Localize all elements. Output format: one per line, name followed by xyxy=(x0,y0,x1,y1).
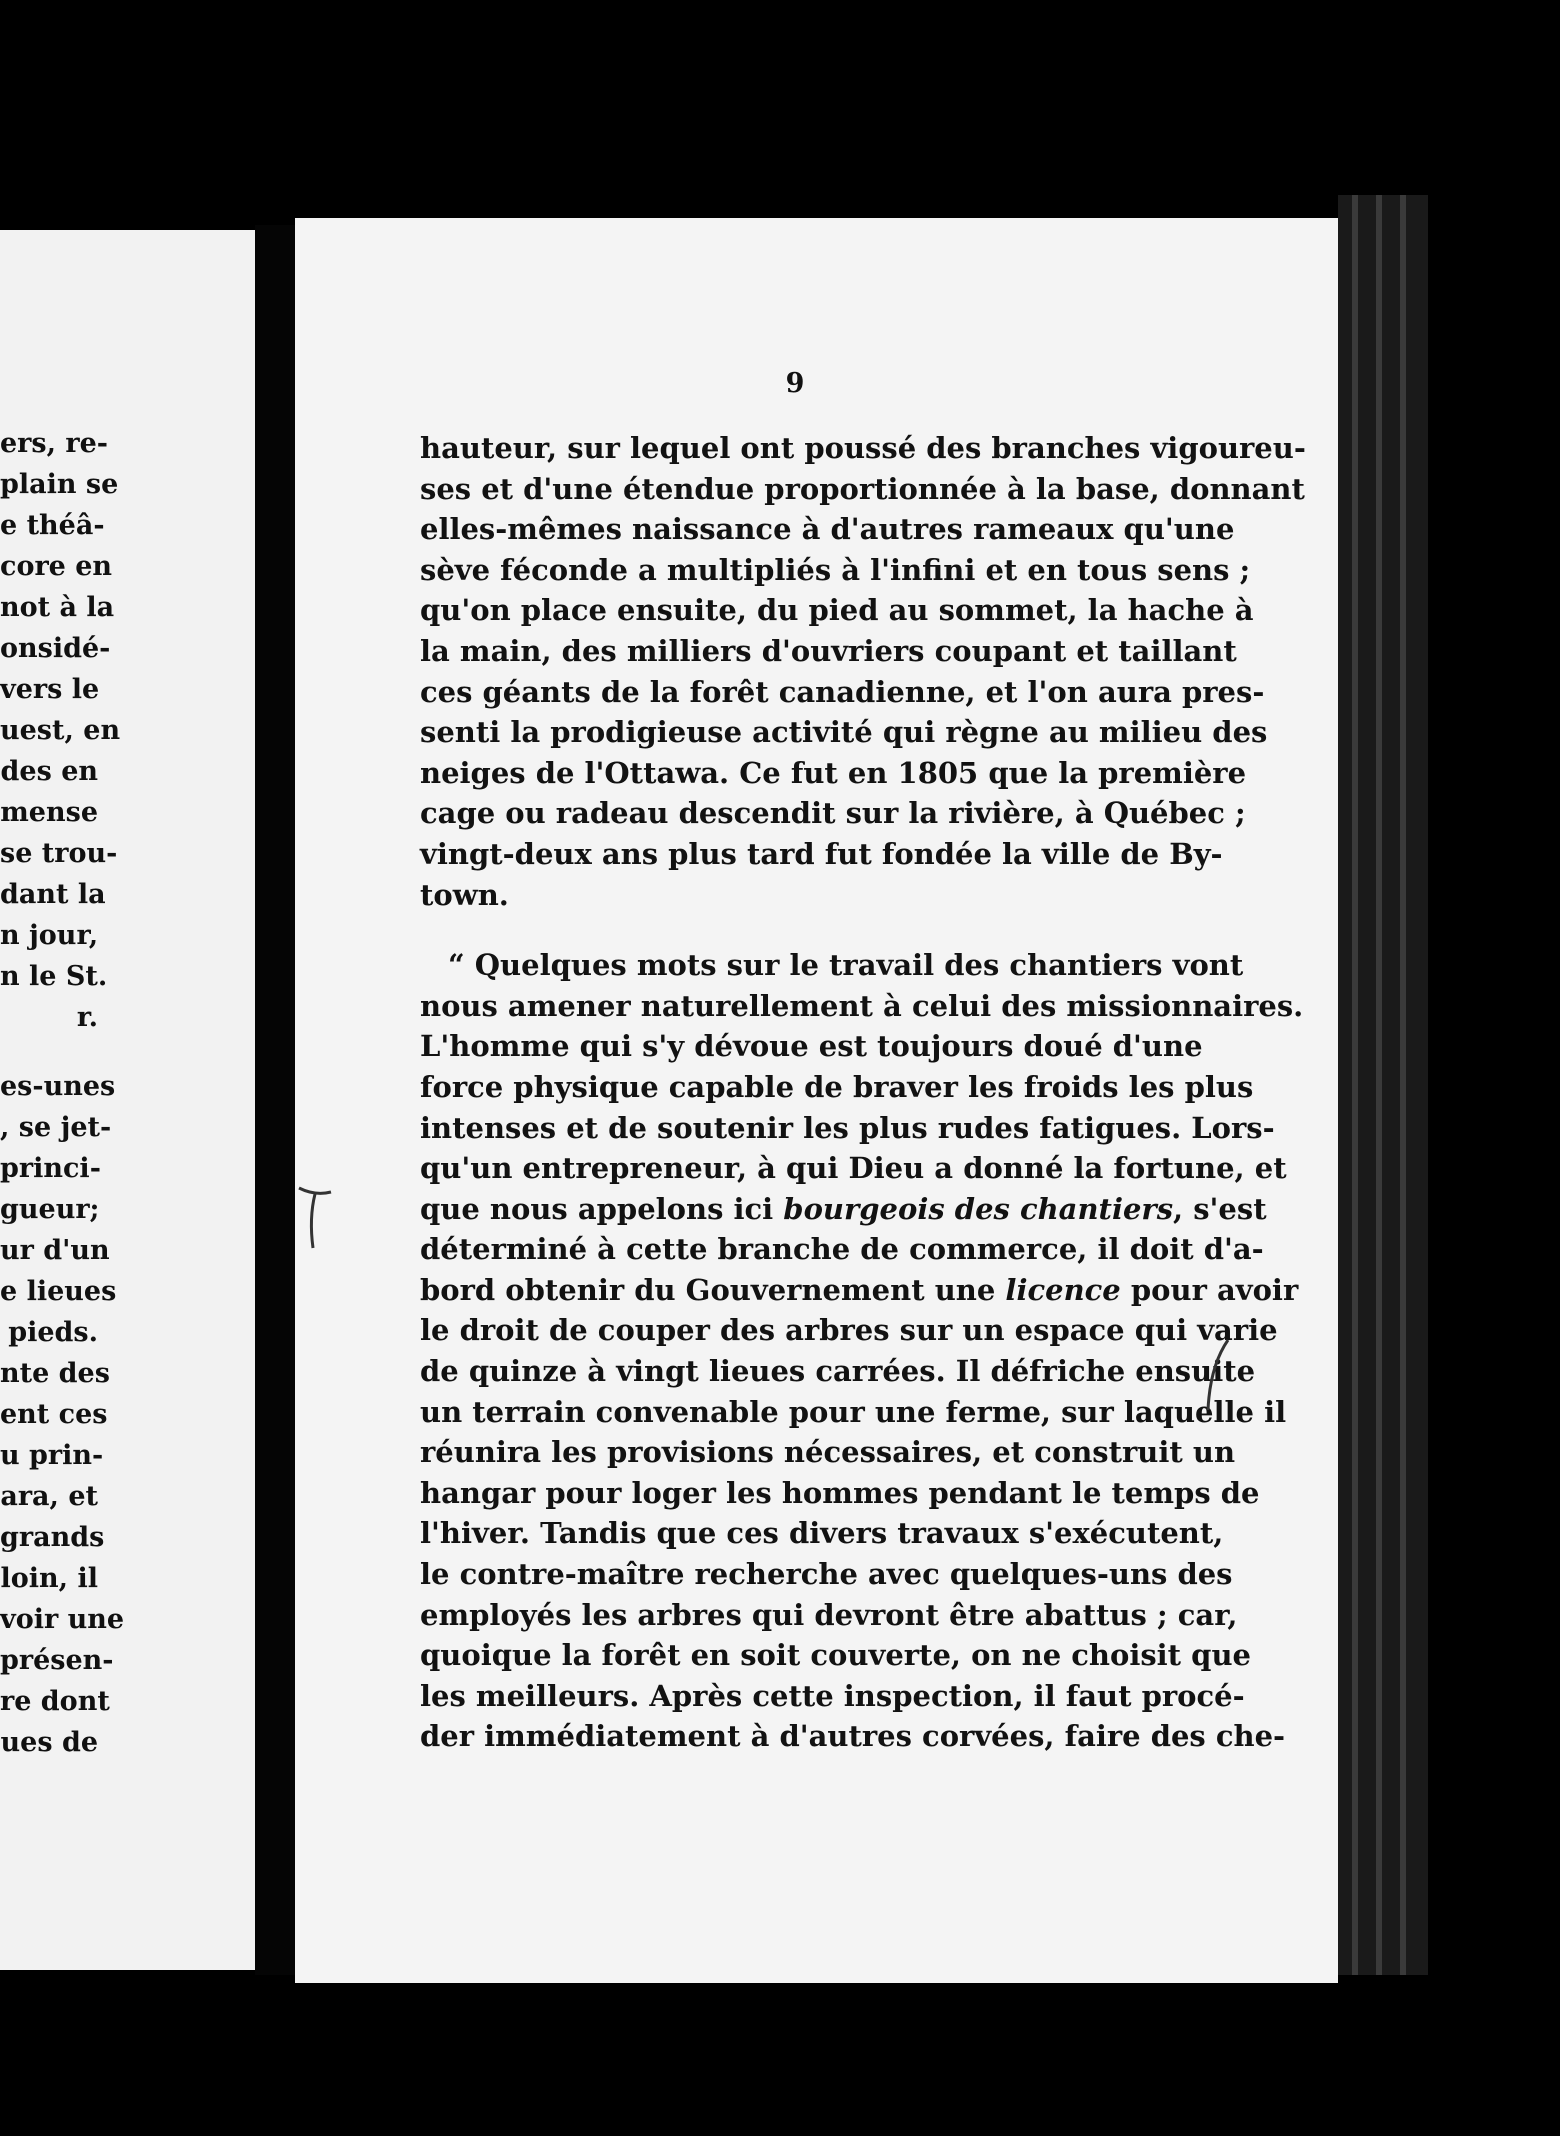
left-page xyxy=(0,230,255,1970)
italic-term-bourgeois-des-chantiers: bourgeois des chantiers xyxy=(783,1191,1174,1226)
paragraph-2-part-a xyxy=(420,945,1304,1189)
left-page-line: se trou- xyxy=(0,838,118,869)
text-line: nous amener naturellement à celui des missionnaires. xyxy=(420,988,1304,1023)
paragraph-1 xyxy=(420,428,1306,915)
paragraph-2-part-b xyxy=(420,1310,1287,1757)
text-line: la main, des milliers d'ouvriers coupant et taillant xyxy=(420,633,1237,668)
left-page-line: ues de xyxy=(0,1727,98,1758)
text-line: les meilleurs. Après cette inspection, il faut procé- xyxy=(420,1678,1245,1713)
text-line: le droit de couper des arbres sur un espace qui varie xyxy=(420,1313,1278,1348)
text-line: neiges de l'Ottawa. Ce fut en 1805 que la première xyxy=(420,755,1247,790)
text-line: hangar pour loger les hommes pendant le temps de xyxy=(420,1475,1260,1510)
left-page-line: r. xyxy=(76,1002,98,1033)
text-line: de quinze à vingt lieues carrées. Il défriche ensuite xyxy=(420,1354,1256,1389)
text-line: ses et d'une étendue proportionnée à la base, donnant xyxy=(420,471,1305,506)
text-line: cage ou radeau descendit sur la rivière, à Québec ; xyxy=(420,796,1246,831)
left-page-line: re dont xyxy=(0,1686,110,1717)
left-page-line: princi- xyxy=(0,1153,101,1184)
left-page-line: pieds. xyxy=(8,1317,98,1348)
text-run: , s'est xyxy=(1173,1191,1267,1226)
left-page-line: onsidé- xyxy=(0,633,111,664)
text-line: réunira les provisions nécessaires, et construit un xyxy=(420,1435,1236,1470)
left-page-line: ers, re- xyxy=(0,428,109,459)
margin-pencil-mark-right xyxy=(1200,1336,1240,1416)
text-run: pour avoir xyxy=(1120,1272,1299,1307)
text-line: l'hiver. Tandis que ces divers travaux s'exécutent, xyxy=(420,1516,1224,1551)
text-line: “ Quelques mots sur le travail des chantiers vont xyxy=(448,948,1244,983)
left-page-line: plain se xyxy=(0,469,119,500)
left-page-line: not à la xyxy=(0,592,115,623)
left-page-line xyxy=(0,1038,98,1066)
left-page-line: n le St. xyxy=(0,961,108,992)
left-page-line: gueur; xyxy=(0,1194,100,1225)
text-line: un terrain convenable pour une ferme, sur laquelle il xyxy=(420,1394,1287,1429)
text-line-determine: déterminé à cette branche de commerce, il doit d'a- xyxy=(420,1232,1264,1267)
text-line: quoique la forêt en soit couverte, on ne choisit que xyxy=(420,1638,1251,1673)
left-page-line: ur d'un xyxy=(0,1235,110,1266)
left-page-line: e lieues xyxy=(0,1276,117,1307)
left-page-line: voir une xyxy=(0,1604,125,1635)
text-line: employés les arbres qui devront être abattus ; car, xyxy=(420,1597,1238,1632)
page-edge-stripe xyxy=(1376,195,1382,1975)
left-page-line: u prin- xyxy=(0,1440,104,1471)
margin-pencil-mark-left xyxy=(295,1178,345,1258)
text-line: qu'on place ensuite, du pied au sommet, la hache à xyxy=(420,593,1254,628)
text-line: sève féconde a multipliés à l'infini et en tous sens ; xyxy=(420,552,1251,587)
left-page-line: core en xyxy=(0,551,113,582)
text-line: L'homme qui s'y dévoue est toujours doué d'une xyxy=(420,1029,1203,1064)
page-body-text xyxy=(420,428,1306,1757)
left-page-line: n jour, xyxy=(0,920,99,951)
text-line: force physique capable de braver les froids les plus xyxy=(420,1069,1254,1104)
text-line: vingt-deux ans plus tard fut fondée la ville de By- xyxy=(420,836,1223,871)
left-page-line: es-unes xyxy=(0,1071,116,1102)
left-page-line: mense xyxy=(0,797,98,828)
paragraph-gap xyxy=(420,915,1155,945)
text-line-licence xyxy=(420,1270,1299,1311)
book-gutter xyxy=(255,225,295,1975)
text-line: le contre-maître recherche avec quelques-uns des xyxy=(420,1557,1233,1592)
left-page-text-column xyxy=(0,423,125,1763)
left-page-line: présen- xyxy=(0,1645,114,1676)
page-number: 9 xyxy=(785,368,805,399)
left-page-line: uest, en xyxy=(0,715,121,746)
text-line: intenses et de soutenir les plus rudes fatigues. Lors- xyxy=(420,1110,1275,1145)
left-page-line: dant la xyxy=(0,879,106,910)
text-line: town. xyxy=(420,877,509,912)
left-page-line: des en xyxy=(0,756,98,787)
left-page-line: vers le xyxy=(0,674,100,705)
paragraph-2 xyxy=(420,945,1304,1757)
left-page-line: e théâ- xyxy=(0,510,105,541)
right-page xyxy=(295,218,1338,1983)
text-line: ces géants de la forêt canadienne, et l'on aura pres- xyxy=(420,674,1265,709)
text-line: senti la prodigieuse activité qui règne au milieu des xyxy=(420,715,1268,750)
left-page-line: grands xyxy=(0,1522,105,1553)
text-line: qu'un entrepreneur, à qui Dieu a donné la fortune, et xyxy=(420,1151,1287,1186)
left-page-line: ara, et xyxy=(0,1481,98,1512)
left-page-line: loin, il xyxy=(0,1563,98,1594)
left-page-line: nte des xyxy=(0,1358,110,1389)
left-page-line: , se jet- xyxy=(0,1112,112,1143)
text-run: que nous appelons ici xyxy=(420,1191,784,1226)
text-line: elles-mêmes naissance à d'autres rameaux qu'une xyxy=(420,512,1235,547)
book-edge-right xyxy=(1338,195,1428,1975)
left-page-line: ent ces xyxy=(0,1399,108,1430)
text-line-bourgeois xyxy=(420,1189,1267,1230)
text-line: der immédiatement à d'autres corvées, faire des che- xyxy=(420,1719,1286,1754)
page-edge-stripe xyxy=(1352,195,1358,1975)
page-edge-stripe xyxy=(1400,195,1406,1975)
text-run: bord obtenir du Gouvernement une xyxy=(420,1272,1006,1307)
italic-term-licence: licence xyxy=(1005,1272,1121,1307)
text-line: hauteur, sur lequel ont poussé des branches vigoureu- xyxy=(420,431,1306,465)
